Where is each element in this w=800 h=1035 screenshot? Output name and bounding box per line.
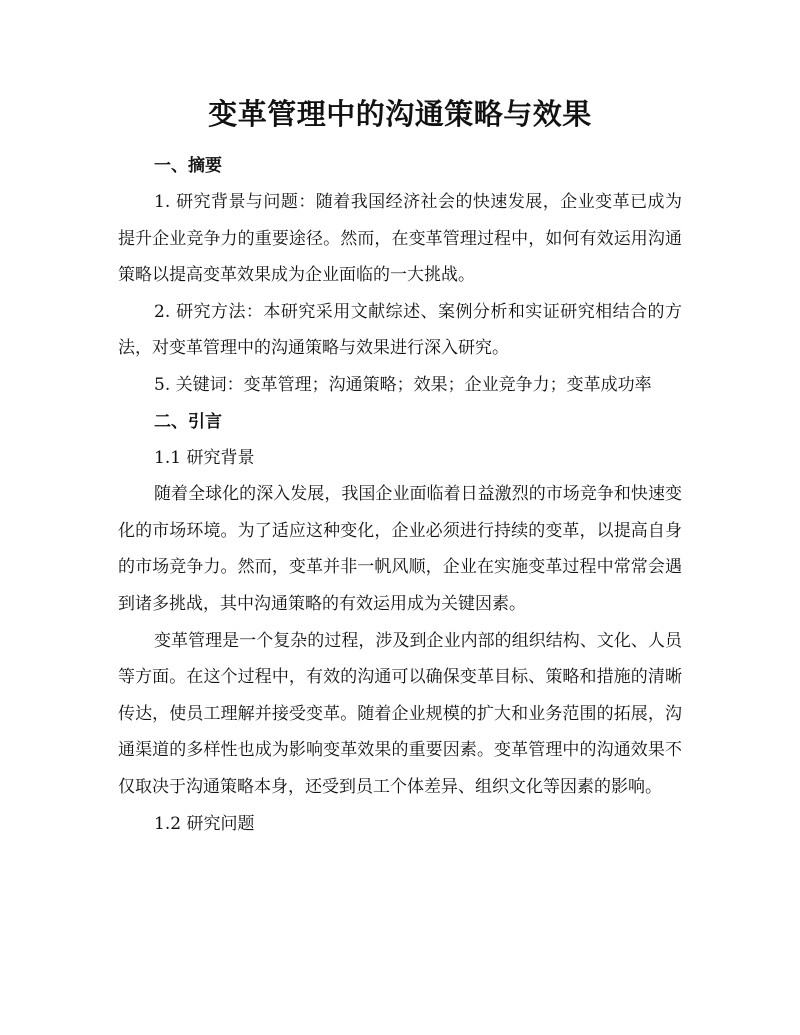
body-paragraph: 随着全球化的深入发展，我国企业面临着日益激烈的市场竞争和快速变化的市场环境。为了适应这种变化，企业必须进行持续的变革，以提高自身的市场竞争力。然而，变革并非一帆风顺，企业在实施变革过程中常常会遇到诸多挑战，其中沟通策略的有效运用成为关键因素。 xyxy=(118,484,682,614)
subsection-heading-questions: 1.2 研究问题 xyxy=(154,813,255,834)
section-heading-abstract: 一、摘要 xyxy=(154,156,222,176)
document-title: 变革管理中的沟通策略与效果 xyxy=(208,97,592,131)
abstract-item: 5. 关键词：变革管理；沟通策略；效果；企业竞争力；变革成功率 xyxy=(154,374,652,395)
subsection-heading-background: 1.1 研究背景 xyxy=(154,447,255,468)
abstract-item: 2. 研究方法：本研究采用文献综述、案例分析和实证研究相结合的方法，对变革管理中的沟通策略与效果进行深入研究。 xyxy=(118,301,682,359)
body-paragraph: 变革管理是一个复杂的过程，涉及到企业内部的组织结构、文化、人员等方面。在这个过程中，有效的沟通可以确保变革目标、策略和措施的清晰传达，使员工理解并接受变革。随着企业规模的扩大和业务范围的拓展，沟通渠道的多样性也成为影响变革效果的重要因素。变革管理中的沟通效果不仅取决于沟通策略本身，还受到员工个体差异、组织文化等因素的影响。 xyxy=(118,630,682,797)
section-heading-introduction: 二、引言 xyxy=(154,411,222,432)
abstract-item: 1. 研究背景与问题：随着我国经济社会的快速发展，企业变革已成为提升企业竞争力的重要途径。然而，在变革管理过程中，如何有效运用沟通策略以提高变革效果成为企业面临的一大挑战。 xyxy=(118,192,682,286)
